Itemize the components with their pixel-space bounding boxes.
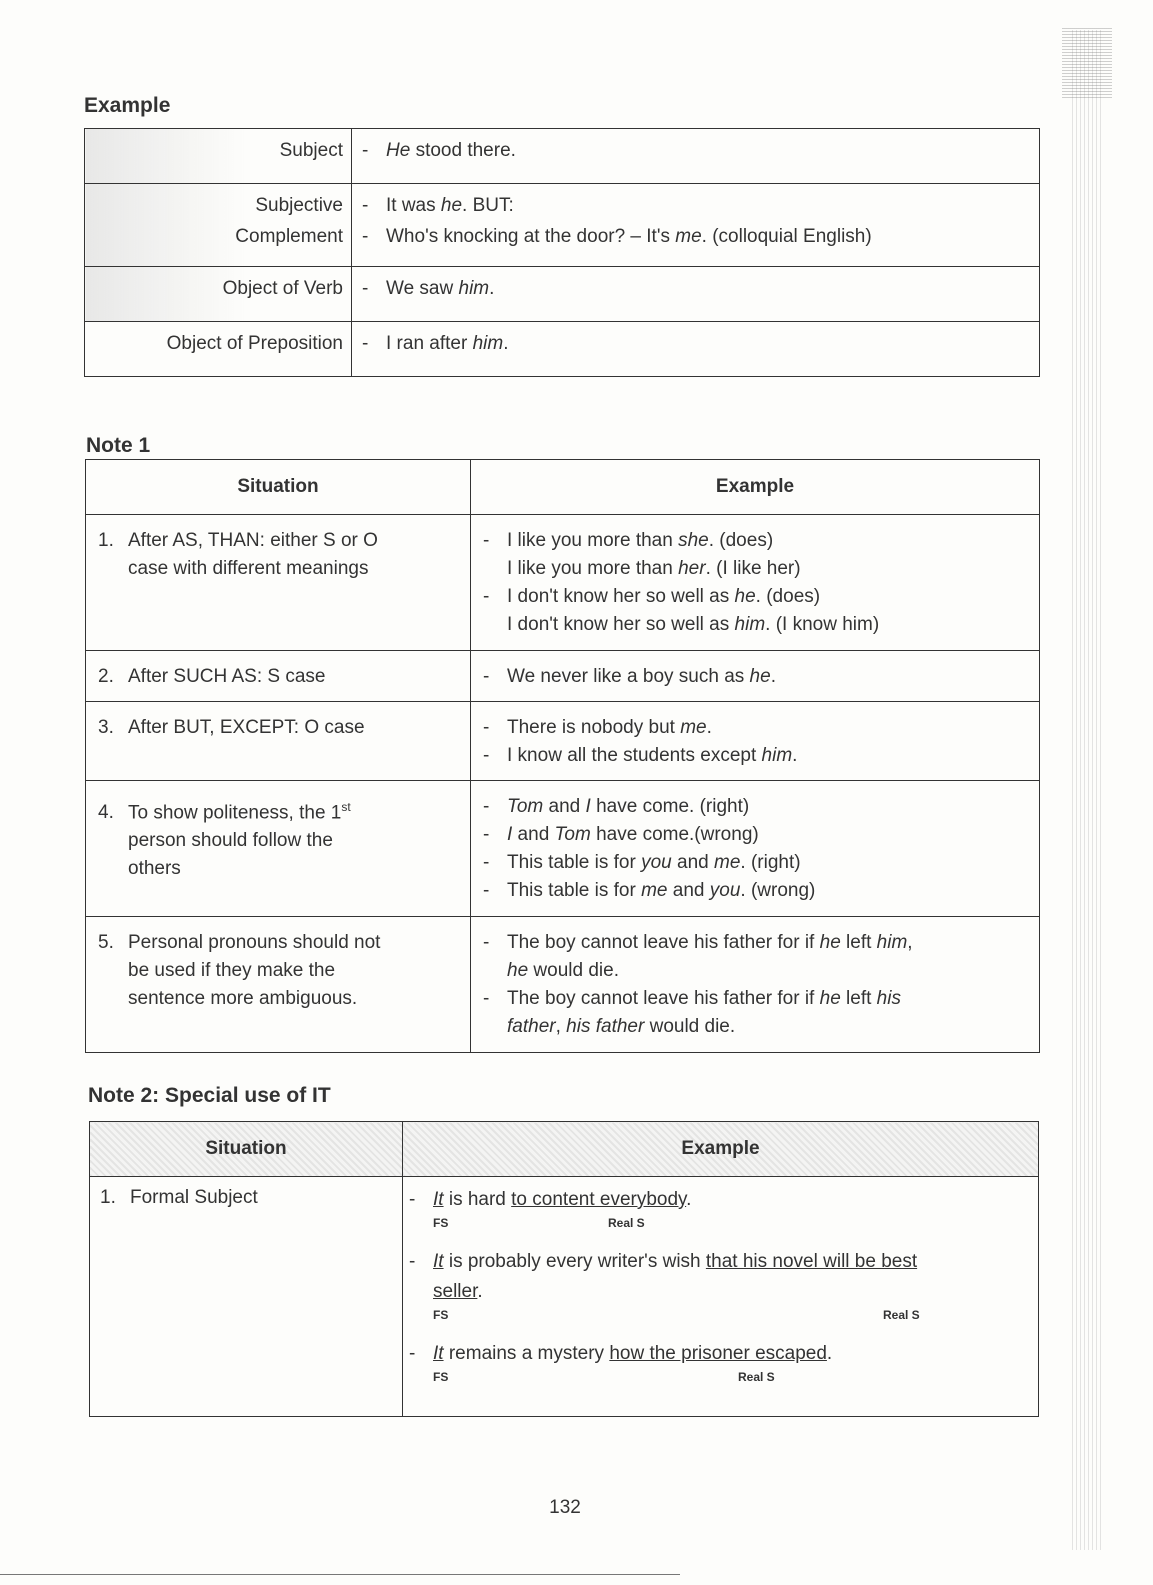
header-row xyxy=(90,1122,1039,1177)
bullet-dash: - xyxy=(409,1189,416,1210)
formal-subject-it: It xyxy=(433,1251,444,1272)
column-header-situation: Situation xyxy=(90,1122,403,1177)
text-part: have come. (right) xyxy=(590,796,750,817)
italic-word: I xyxy=(507,824,513,845)
real-subject: that his novel will be best xyxy=(705,1251,918,1272)
column-header-situation: Situation xyxy=(86,460,471,515)
situation-cell xyxy=(86,702,471,781)
italic-word: his father xyxy=(566,1016,645,1037)
situation-line xyxy=(98,929,460,957)
table-row xyxy=(86,651,1040,702)
column-header-example: Example xyxy=(403,1122,1039,1177)
example-line xyxy=(483,742,1029,770)
row-label: Object of Preposition xyxy=(85,322,352,377)
table-row xyxy=(85,322,1040,377)
example-text xyxy=(507,929,1029,957)
row-example xyxy=(352,267,1040,322)
text-part: I like you more than xyxy=(507,530,679,551)
italic-word: her xyxy=(678,558,706,579)
real-subject: to content everybody xyxy=(511,1189,687,1210)
example-text xyxy=(386,221,1029,252)
scan-edge xyxy=(1072,30,1104,1550)
example-text xyxy=(507,793,1029,821)
text-part: This table is for xyxy=(507,880,642,901)
italic-word: he xyxy=(734,586,756,607)
example-cell xyxy=(471,781,1040,917)
example-line xyxy=(483,821,1029,849)
text-part: There is nobody but xyxy=(507,717,681,738)
example-text xyxy=(386,190,1029,221)
bullet-dash: - xyxy=(362,195,369,216)
text-part: , xyxy=(907,932,913,953)
text-part: . (colloquial English) xyxy=(701,226,872,247)
text-part: . (I like her) xyxy=(705,558,801,579)
example-line xyxy=(362,328,1029,359)
row-number: 5. xyxy=(98,932,114,953)
bullet-dash: - xyxy=(483,988,490,1009)
text-part: It was xyxy=(386,195,441,216)
note1-heading: Note 1 xyxy=(86,434,151,457)
text-part: left xyxy=(840,932,877,953)
italic-word: He xyxy=(386,140,411,161)
example-line xyxy=(362,273,1029,304)
row-number: 4. xyxy=(98,802,114,824)
example-line xyxy=(483,1013,1029,1041)
bullet-dash: - xyxy=(483,796,490,817)
text-part: . (wrong) xyxy=(740,880,816,901)
table-row xyxy=(86,515,1040,651)
example-line xyxy=(483,877,1029,905)
table-row xyxy=(85,129,1040,184)
text-part: This table is for xyxy=(507,852,642,873)
text-part: remains a mystery xyxy=(443,1343,610,1364)
example-line xyxy=(483,611,1029,639)
text-part: and xyxy=(512,824,555,845)
example-heading: Example xyxy=(84,94,171,117)
fs-label: FS xyxy=(433,1216,449,1230)
example-text xyxy=(507,742,1029,770)
note2-table xyxy=(89,1121,1039,1417)
situation-text: To show politeness, the 1 xyxy=(128,802,342,824)
italic-word: his xyxy=(876,988,901,1009)
bullet-dash: - xyxy=(409,1343,416,1364)
text-part: stood there. xyxy=(410,140,516,161)
italic-word: me xyxy=(714,852,741,873)
bullet-dash: - xyxy=(483,745,490,766)
table-row xyxy=(86,702,1040,781)
text-part: would die. xyxy=(644,1016,736,1037)
italic-word: he xyxy=(507,960,529,981)
italic-word: you xyxy=(641,852,672,873)
example-line xyxy=(362,221,1029,252)
italic-word: me xyxy=(675,226,702,247)
note2-heading: Note 2: Special use of IT xyxy=(88,1084,331,1107)
example-text xyxy=(433,1247,1028,1307)
example-cell xyxy=(471,515,1040,651)
table-row xyxy=(85,184,1040,267)
example-text xyxy=(507,663,1029,691)
bullet-dash: - xyxy=(362,333,369,354)
situation-text: be used if they make the xyxy=(128,960,336,981)
page-number: 132 xyxy=(549,1497,581,1518)
situation-text: Formal Subject xyxy=(130,1187,258,1208)
example-cell xyxy=(471,917,1040,1053)
bullet-dash: - xyxy=(483,880,490,901)
scan-bottom-line xyxy=(0,1574,680,1575)
text-part: and xyxy=(671,852,715,873)
italic-word: Tom xyxy=(554,824,591,845)
grammar-labels xyxy=(433,1307,1028,1325)
grammar-labels xyxy=(433,1215,1028,1233)
italic-word: him xyxy=(761,745,793,766)
example-table xyxy=(84,128,1040,377)
example-line xyxy=(362,135,1029,166)
text-part: . xyxy=(792,745,798,766)
text-part: . xyxy=(489,278,495,299)
situation-line xyxy=(98,555,460,583)
text-part: . xyxy=(477,1281,483,1302)
situation-text: case with different meanings xyxy=(128,558,369,579)
text-part: We never like a boy such as xyxy=(507,666,750,687)
note1-body xyxy=(86,515,1040,1053)
italic-word: him xyxy=(734,614,766,635)
bullet-dash xyxy=(483,611,507,639)
text-part: I don't know her so well as xyxy=(507,586,735,607)
row-label: Object of Verb xyxy=(85,267,352,322)
column-header-example: Example xyxy=(471,460,1040,515)
table-row xyxy=(86,917,1040,1053)
bullet-dash xyxy=(483,555,507,583)
situation-text: Personal pronouns should not xyxy=(128,932,381,953)
italic-word: him xyxy=(472,333,504,354)
text-part: . xyxy=(686,1189,692,1210)
italic-word: she xyxy=(678,530,709,551)
example-text xyxy=(507,957,1029,985)
italic-word: him xyxy=(458,278,490,299)
italic-word: him xyxy=(876,932,908,953)
italic-word: me xyxy=(680,717,707,738)
real-s-label: Real S xyxy=(883,1308,920,1322)
example-text xyxy=(507,877,1029,905)
note1-table xyxy=(85,459,1040,1053)
text-part: . (I know him) xyxy=(765,614,880,635)
example-line xyxy=(483,583,1029,611)
text-part: . xyxy=(503,333,509,354)
example-line xyxy=(483,793,1029,821)
example-cell xyxy=(471,651,1040,702)
text-part: . (does) xyxy=(755,586,821,607)
italic-word: he xyxy=(440,195,463,216)
text-part: , xyxy=(555,1016,567,1037)
text-part: I like you more than xyxy=(507,558,679,579)
example-text xyxy=(433,1339,1028,1369)
example-text xyxy=(433,1185,1028,1215)
scan-edge-top xyxy=(1062,28,1112,98)
situation-cell xyxy=(86,781,471,917)
situation-cell xyxy=(86,917,471,1053)
example-text xyxy=(507,555,1029,583)
bullet-dash: - xyxy=(483,586,490,607)
situation-line xyxy=(98,527,460,555)
row-number: 1. xyxy=(100,1187,116,1208)
text-part: . BUT: xyxy=(462,195,514,216)
example-text xyxy=(507,1013,1029,1041)
situation-text: After BUT, EXCEPT: O case xyxy=(128,717,365,738)
bullet-dash: - xyxy=(362,226,369,247)
real-subject: how the prisoner escaped xyxy=(609,1343,827,1364)
row-number: 3. xyxy=(98,717,114,738)
text-part: I don't know her so well as xyxy=(507,614,735,635)
example-line xyxy=(409,1247,1028,1307)
bullet-dash: - xyxy=(483,530,490,551)
situation-text: person should follow the xyxy=(128,830,333,852)
example-line xyxy=(409,1339,1028,1369)
situation-line xyxy=(98,663,460,691)
row-label-line: Complement xyxy=(235,226,343,247)
header-row xyxy=(86,460,1040,515)
example-text xyxy=(386,328,1029,359)
row-label-line: Subjective xyxy=(255,195,343,216)
text-part: The boy cannot leave his father for if xyxy=(507,988,820,1009)
text-part: I know all the students except xyxy=(507,745,762,766)
situation-line xyxy=(98,793,460,827)
text-part: is hard xyxy=(443,1189,512,1210)
bullet-dash: - xyxy=(483,717,490,738)
situation-cell xyxy=(86,651,471,702)
example-line xyxy=(483,985,1029,1013)
example-line xyxy=(409,1185,1028,1215)
real-s-label: Real S xyxy=(608,1216,645,1230)
example-line xyxy=(483,555,1029,583)
bullet-dash: - xyxy=(483,852,490,873)
example-line xyxy=(483,957,1029,985)
example-text xyxy=(386,135,1029,166)
fs-label: FS xyxy=(433,1308,449,1322)
situation-text: After SUCH AS: S case xyxy=(128,666,326,687)
italic-word: I xyxy=(585,796,591,817)
text-part: . (does) xyxy=(708,530,774,551)
formal-subject-it: It xyxy=(433,1343,444,1364)
bullet-dash: - xyxy=(483,666,490,687)
example-text xyxy=(507,849,1029,877)
situation-cell xyxy=(90,1177,403,1417)
text-part: and xyxy=(543,796,586,817)
italic-word: Tom xyxy=(507,796,544,817)
situation-cell xyxy=(86,515,471,651)
row-example xyxy=(352,184,1040,267)
bullet-dash: - xyxy=(362,278,369,299)
text-part: . xyxy=(706,717,712,738)
text-part: have come.(wrong) xyxy=(590,824,759,845)
situation-line xyxy=(98,985,460,1013)
bullet-dash: - xyxy=(483,932,490,953)
table-row xyxy=(90,1177,1039,1417)
text-part: is probably every writer's wish xyxy=(443,1251,706,1272)
example-text xyxy=(507,583,1029,611)
row-example xyxy=(352,322,1040,377)
row-label xyxy=(85,184,352,267)
bullet-dash: - xyxy=(409,1251,416,1272)
table-row xyxy=(85,267,1040,322)
row-number: 2. xyxy=(98,666,114,687)
example-line xyxy=(483,849,1029,877)
example-line xyxy=(483,714,1029,742)
bullet-dash: - xyxy=(362,140,369,161)
italic-word: he xyxy=(749,666,771,687)
example-text xyxy=(507,985,1029,1013)
text-part: left xyxy=(840,988,877,1009)
text-part: . xyxy=(826,1343,833,1364)
situation-text: After AS, THAN: either S or O xyxy=(128,530,378,551)
text-part: We saw xyxy=(386,278,459,299)
situation-line xyxy=(98,957,460,985)
ordinal-suffix: st xyxy=(341,800,351,814)
situation-line xyxy=(98,827,460,855)
italic-word: he xyxy=(819,988,841,1009)
text-part: The boy cannot leave his father for if xyxy=(507,932,820,953)
row-number: 1. xyxy=(98,530,114,551)
bullet-dash: - xyxy=(483,824,490,845)
situation-line xyxy=(98,855,460,883)
example-text xyxy=(507,527,1029,555)
example-line xyxy=(362,190,1029,221)
example-text xyxy=(386,273,1029,304)
example-cell xyxy=(403,1177,1039,1417)
example-text xyxy=(507,821,1029,849)
bullet-dash xyxy=(483,1013,507,1041)
italic-word: me xyxy=(641,880,668,901)
example-cell xyxy=(471,702,1040,781)
situation-line xyxy=(98,714,460,742)
text-part: . xyxy=(770,666,776,687)
example-line xyxy=(483,929,1029,957)
italic-word: you xyxy=(709,880,741,901)
spacer xyxy=(409,1233,1028,1247)
text-part: I ran after xyxy=(386,333,473,354)
example-line xyxy=(483,527,1029,555)
real-subject: seller xyxy=(433,1281,478,1302)
row-example xyxy=(352,129,1040,184)
fs-label: FS xyxy=(433,1370,449,1384)
example-text xyxy=(507,611,1029,639)
italic-word: he xyxy=(819,932,841,953)
text-part: would die. xyxy=(528,960,619,981)
text-part: Who's knocking at the door? – It's xyxy=(386,226,676,247)
formal-subject-it: It xyxy=(433,1189,444,1210)
bullet-dash xyxy=(483,957,507,985)
text-part: and xyxy=(667,880,710,901)
text-part: . (right) xyxy=(740,852,801,873)
table-row xyxy=(86,781,1040,917)
situation-text: sentence more ambiguous. xyxy=(128,988,358,1009)
example-line xyxy=(483,663,1029,691)
situation-text: others xyxy=(128,858,181,880)
italic-word: father xyxy=(507,1016,556,1037)
grammar-labels xyxy=(433,1369,1028,1387)
real-s-label: Real S xyxy=(738,1370,775,1384)
example-text xyxy=(507,714,1029,742)
row-label: Subject xyxy=(85,129,352,184)
spacer xyxy=(409,1325,1028,1339)
